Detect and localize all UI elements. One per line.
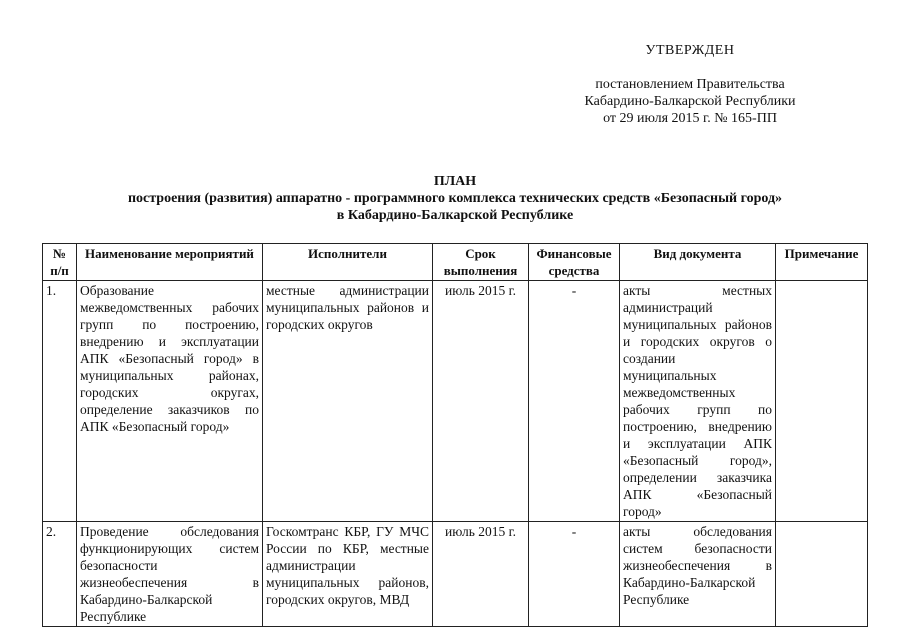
approved-heading: УТВЕРЖДЕН [645,43,735,58]
row-doc: акты обследования систем безопасности жизнеобеспечения в Кабардино-Балкарской Республике [620,522,776,627]
row-finance: - [529,281,620,522]
row-executors: местные администрации муниципальных районов и городских округов [263,281,433,522]
row-executors: Госкомтранс КБР, ГУ МЧС России по КБР, местные администрации муниципальных районов, городских округов, МВД [263,522,433,627]
row-term: июль 2015 г. [433,522,529,627]
row-name: Проведение обследования функционирующих систем безопасности жизнеобеспечения в Кабардино-Балкарской Республике [77,522,263,627]
row-note [776,522,868,627]
approval-block [560,76,820,127]
col-header-doc: Вид документа [620,244,776,281]
row-note [776,281,868,522]
approval-line-2: Кабардино-Балкарской Республики [584,94,796,109]
col-header-term: Срок выполнения [433,244,529,281]
row-num: 1. [43,281,77,522]
plan-title: ПЛАН [433,174,477,189]
row-finance: - [529,522,620,627]
col-header-num: № п/п [43,244,77,281]
approval-line-1: постановлением Правительства [595,77,785,92]
row-num: 2. [43,522,77,627]
row-doc: акты местных администраций муниципальных районов и городских округов о создании муниципальных межведомственных рабочих групп по построению, внедрению и эксплуатации АПК «Безопасный город», определении заказчика АПК «Безопасный город» [620,281,776,522]
table-header-row [43,244,868,281]
table-row [43,522,868,627]
plan-subtitle: построения (развития) аппаратно - программного комплекса технических средств «Безопасный город» [127,191,783,206]
row-term: июль 2015 г. [433,281,529,522]
col-header-executors: Исполнители [263,244,433,281]
plan-subtitle-2: в Кабардино-Балкарской Республике [336,208,574,223]
table-row [43,281,868,522]
col-header-note: Примечание [776,244,868,281]
plan-table [42,243,868,627]
col-header-finance: Финансовые средства [529,244,620,281]
row-name: Образование межведомственных рабочих групп по построению, внедрению и эксплуатации АПК «Безопасный город» в муниципальных районах, городских округах, определение заказчиков по АПК «Безопасный город» [77,281,263,522]
col-header-name: Наименование мероприятий [77,244,263,281]
approval-line-3: от 29 июля 2015 г. № 165-ПП [603,111,777,126]
